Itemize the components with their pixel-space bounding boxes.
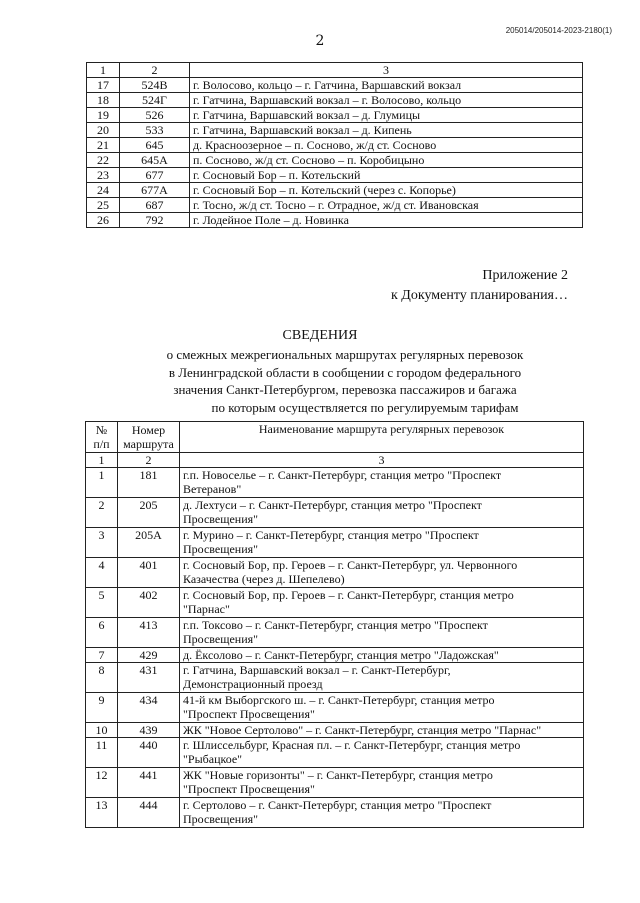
table-header-row bbox=[86, 422, 584, 453]
row-number: 12 bbox=[86, 768, 118, 798]
header-route-line: маршрута bbox=[123, 437, 174, 451]
table-row bbox=[86, 693, 584, 723]
route-name: г. Гатчина, Варшавский вокзал – д. Глумицы bbox=[190, 108, 583, 123]
table-column-numbers-row bbox=[87, 63, 583, 78]
table-row bbox=[86, 663, 584, 693]
table-column-numbers-row bbox=[86, 453, 584, 468]
route-name: г. Сосновый Бор – п. Котельский bbox=[190, 168, 583, 183]
route-name: п. Сосново, ж/д ст. Сосново – п. Коробицыно bbox=[190, 153, 583, 168]
route-name-line: г. Мурино – г. Санкт-Петербург, станция метро "Проспект bbox=[183, 528, 479, 542]
route-number: 205А bbox=[118, 528, 180, 558]
route-name-line: Ветеранов" bbox=[183, 482, 242, 496]
route-number: 440 bbox=[118, 738, 180, 768]
route-name bbox=[180, 798, 584, 828]
route-name bbox=[180, 723, 584, 738]
route-number: 524В bbox=[120, 78, 190, 93]
row-number: 3 bbox=[86, 528, 118, 558]
route-number: 533 bbox=[120, 123, 190, 138]
row-number: 23 bbox=[87, 168, 120, 183]
route-name: г. Волосово, кольцо – г. Гатчина, Варшавский вокзал bbox=[190, 78, 583, 93]
route-name-line: г. Сосновый Бор, пр. Героев – г. Санкт-Петербург, станция метро bbox=[183, 588, 514, 602]
table-row bbox=[86, 468, 584, 498]
route-name bbox=[180, 618, 584, 648]
row-number: 22 bbox=[87, 153, 120, 168]
route-number: 645А bbox=[120, 153, 190, 168]
table-row bbox=[86, 498, 584, 528]
description-line: в Ленинградской области в сообщении с городом федерального bbox=[168, 364, 522, 380]
route-name: г. Гатчина, Варшавский вокзал – г. Волосово, кольцо bbox=[190, 93, 583, 108]
section-title: СВЕДЕНИЯ bbox=[282, 328, 358, 343]
route-name: г. Гатчина, Варшавский вокзал – д. Кипень bbox=[190, 123, 583, 138]
row-number: 26 bbox=[87, 213, 120, 228]
column-number: 2 bbox=[120, 63, 190, 78]
route-number: 431 bbox=[118, 663, 180, 693]
table-row bbox=[87, 213, 583, 228]
route-number: 645 bbox=[120, 138, 190, 153]
route-name-line: г. Сертолово – г. Санкт-Петербург, станция метро "Проспект bbox=[183, 798, 492, 812]
header-number-line: № bbox=[95, 423, 108, 437]
header-route bbox=[118, 422, 180, 453]
row-number: 20 bbox=[87, 123, 120, 138]
header-route-line: Номер bbox=[131, 423, 166, 437]
interregional-routes-table bbox=[85, 421, 584, 828]
table-row bbox=[86, 648, 584, 663]
route-number: 526 bbox=[120, 108, 190, 123]
route-name-line: "Рыбацкое" bbox=[183, 752, 243, 766]
route-name-line: Просвещения" bbox=[183, 812, 259, 826]
route-name bbox=[180, 498, 584, 528]
route-name bbox=[180, 588, 584, 618]
column-number: 1 bbox=[86, 453, 118, 468]
route-name-line: д. Ёксолово – г. Санкт-Петербург, станция метро "Ладожская" bbox=[183, 648, 499, 662]
route-name-line: Просвещения" bbox=[183, 632, 259, 646]
route-number: 677А bbox=[120, 183, 190, 198]
route-number: 524Г bbox=[120, 93, 190, 108]
route-name bbox=[180, 558, 584, 588]
route-number: 434 bbox=[118, 693, 180, 723]
table-row bbox=[87, 153, 583, 168]
route-name-line: Казачества (через д. Шепелево) bbox=[183, 572, 345, 586]
table-row bbox=[86, 588, 584, 618]
table-row bbox=[87, 123, 583, 138]
route-name: г. Лодейное Поле – д. Новинка bbox=[190, 213, 583, 228]
route-name-line: Демонстрационный проезд bbox=[183, 677, 323, 691]
route-number: 792 bbox=[120, 213, 190, 228]
route-name bbox=[180, 768, 584, 798]
route-name: г. Сосновый Бор – п. Котельский (через с. Копорье) bbox=[190, 183, 583, 198]
route-number: 205 bbox=[118, 498, 180, 528]
table-row bbox=[86, 798, 584, 828]
column-number: 3 bbox=[180, 453, 584, 468]
table-row bbox=[86, 618, 584, 648]
row-number: 13 bbox=[86, 798, 118, 828]
description-line: о смежных межрегиональных маршрутах регулярных перевозок bbox=[166, 347, 524, 362]
route-name-line: Просвещения" bbox=[183, 512, 259, 526]
description-line: по которым осуществляется по регулируемым тарифам bbox=[211, 399, 519, 415]
table-row bbox=[86, 558, 584, 588]
route-name bbox=[180, 528, 584, 558]
row-number: 11 bbox=[86, 738, 118, 768]
route-name-line: "Парнас" bbox=[183, 602, 230, 616]
routes-table-continued bbox=[86, 62, 583, 228]
route-name bbox=[180, 648, 584, 663]
table-row bbox=[86, 738, 584, 768]
route-number: 444 bbox=[118, 798, 180, 828]
row-number: 7 bbox=[86, 648, 118, 663]
route-number: 402 bbox=[118, 588, 180, 618]
route-name-line: ЖК "Новое Сертолово" – г. Санкт-Петербург, станция метро "Парнас" bbox=[183, 723, 542, 737]
route-name-line: г. Гатчина, Варшавский вокзал – г. Санкт-Петербург, bbox=[183, 663, 451, 677]
route-name-line: ЖК "Новые горизонты" – г. Санкт-Петербург, станция метро bbox=[183, 768, 493, 782]
route-name bbox=[180, 663, 584, 693]
route-name-line: 41-й км Выборгского ш. – г. Санкт-Петербург, станция метро bbox=[183, 693, 495, 707]
route-name-line: г.п. Токсово – г. Санкт-Петербург, станция метро "Проспект bbox=[183, 618, 488, 632]
route-number: 441 bbox=[118, 768, 180, 798]
column-number: 3 bbox=[190, 63, 583, 78]
section-description bbox=[130, 346, 560, 416]
column-number: 2 bbox=[118, 453, 180, 468]
table-row bbox=[87, 138, 583, 153]
route-name bbox=[180, 738, 584, 768]
table-row bbox=[86, 528, 584, 558]
route-name-line: г. Шлиссельбург, Красная пл. – г. Санкт-Петербург, станция метро bbox=[183, 738, 521, 752]
row-number: 10 bbox=[86, 723, 118, 738]
route-number: 439 bbox=[118, 723, 180, 738]
header-route-name: Наименование маршрута регулярных перевозок bbox=[180, 422, 584, 453]
table-row bbox=[87, 78, 583, 93]
route-name-line: "Проспект Просвещения" bbox=[183, 707, 315, 721]
row-number: 18 bbox=[87, 93, 120, 108]
route-name-line: д. Лехтуси – г. Санкт-Петербург, станция метро "Проспект bbox=[183, 498, 482, 512]
column-number: 1 bbox=[87, 63, 120, 78]
annex-subtitle: к Документу планирования… bbox=[390, 288, 568, 303]
row-number: 17 bbox=[87, 78, 120, 93]
page-number: 2 bbox=[315, 33, 325, 49]
route-name bbox=[180, 693, 584, 723]
document-id: 205014/205014-2023-2180(1) bbox=[505, 26, 612, 35]
route-name: г. Тосно, ж/д ст. Тосно – г. Отрадное, ж/д ст. Ивановская bbox=[190, 198, 583, 213]
header-number-line: п/п bbox=[93, 437, 110, 451]
table-row bbox=[87, 108, 583, 123]
route-number: 429 bbox=[118, 648, 180, 663]
route-number: 181 bbox=[118, 468, 180, 498]
description-line: значения Санкт-Петербургом, перевозка пассажиров и багажа bbox=[173, 382, 517, 397]
route-number: 677 bbox=[120, 168, 190, 183]
row-number: 2 bbox=[86, 498, 118, 528]
row-number: 6 bbox=[86, 618, 118, 648]
header-number bbox=[86, 422, 118, 453]
route-number: 687 bbox=[120, 198, 190, 213]
route-number: 401 bbox=[118, 558, 180, 588]
row-number: 19 bbox=[87, 108, 120, 123]
row-number: 5 bbox=[86, 588, 118, 618]
table-row bbox=[87, 183, 583, 198]
route-name-line: г.п. Новоселье – г. Санкт-Петербург, станция метро "Проспект bbox=[183, 468, 502, 482]
route-name-line: "Проспект Просвещения" bbox=[183, 782, 315, 796]
route-name-line: Просвещения" bbox=[183, 542, 259, 556]
row-number: 21 bbox=[87, 138, 120, 153]
route-name-line: г. Сосновый Бор, пр. Героев – г. Санкт-Петербург, ул. Червонного bbox=[183, 558, 518, 572]
table-row bbox=[86, 768, 584, 798]
annex-title: Приложение 2 bbox=[482, 268, 568, 283]
table-row bbox=[86, 723, 584, 738]
row-number: 9 bbox=[86, 693, 118, 723]
row-number: 24 bbox=[87, 183, 120, 198]
table-row bbox=[87, 168, 583, 183]
row-number: 1 bbox=[86, 468, 118, 498]
route-name bbox=[180, 468, 584, 498]
row-number: 8 bbox=[86, 663, 118, 693]
route-name: д. Красноозерное – п. Сосново, ж/д ст. Сосново bbox=[190, 138, 583, 153]
table-row bbox=[87, 93, 583, 108]
row-number: 25 bbox=[87, 198, 120, 213]
table-row bbox=[87, 198, 583, 213]
row-number: 4 bbox=[86, 558, 118, 588]
route-number: 413 bbox=[118, 618, 180, 648]
